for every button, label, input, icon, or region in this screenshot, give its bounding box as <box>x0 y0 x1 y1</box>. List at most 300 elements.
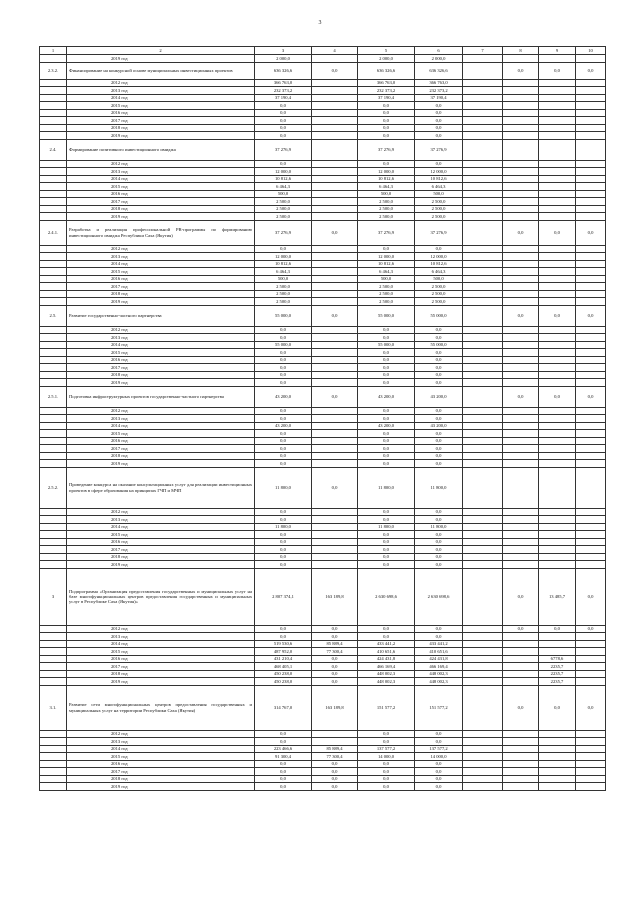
code-cell <box>40 553 67 561</box>
value-cell: 10 812,6 <box>255 175 312 183</box>
value-cell: 0,0 <box>415 334 463 342</box>
code-cell <box>40 175 67 183</box>
year-cell: 2012 год <box>67 625 255 633</box>
value-cell <box>503 437 539 445</box>
value-cell: 85 889,4 <box>312 745 358 753</box>
value-cell <box>312 268 358 276</box>
item-row <box>40 685 606 730</box>
value-cell: 468 405,1 <box>255 663 312 671</box>
value-cell <box>463 109 503 117</box>
year-cell: 2012 год <box>67 160 255 168</box>
name-cell: Проведение конкурса на оказание консультационных услуг для реализации инвестиционных проектов в сфере образования на принципах ГЧП и МЧП <box>67 467 255 508</box>
value-cell: 37 190,4 <box>255 94 312 102</box>
value-cell: 0,0 <box>358 531 415 539</box>
year-cell: 2016 год <box>67 275 255 283</box>
value-cell <box>576 678 606 686</box>
value-cell: 0,0 <box>255 460 312 468</box>
code-cell <box>40 356 67 364</box>
year-row <box>40 260 606 268</box>
value-cell <box>312 445 358 453</box>
value-cell <box>312 538 358 546</box>
value-cell <box>539 183 576 191</box>
value-cell <box>539 371 576 379</box>
value-cell: 6 464,3 <box>358 183 415 191</box>
value-cell <box>503 422 539 430</box>
value-cell <box>312 79 358 87</box>
value-cell: 0,0 <box>415 553 463 561</box>
value-cell: 0,0 <box>503 305 539 326</box>
value-cell <box>503 253 539 261</box>
code-cell <box>40 132 67 140</box>
year-cell: 2019 год <box>67 55 255 63</box>
value-cell: 2235,7 <box>539 678 576 686</box>
value-cell <box>576 168 606 176</box>
value-cell <box>576 298 606 306</box>
value-cell: 0,0 <box>503 625 539 633</box>
value-cell <box>312 253 358 261</box>
value-cell: 55 000,0 <box>358 305 415 326</box>
value-cell <box>503 775 539 783</box>
year-row <box>40 437 606 445</box>
value-cell: 0,0 <box>415 371 463 379</box>
header-cell: 9 <box>539 47 576 55</box>
value-cell <box>463 275 503 283</box>
header-row <box>40 47 606 55</box>
value-cell <box>539 94 576 102</box>
value-cell <box>463 102 503 110</box>
value-cell: 0,0 <box>358 430 415 438</box>
value-cell: 0,0 <box>415 760 463 768</box>
value-cell: 0,0 <box>255 356 312 364</box>
value-cell: 0,0 <box>312 625 358 633</box>
year-cell: 2018 год <box>67 553 255 561</box>
value-cell <box>539 213 576 221</box>
value-cell <box>312 452 358 460</box>
code-cell <box>40 245 67 253</box>
value-cell <box>312 356 358 364</box>
value-cell <box>539 452 576 460</box>
value-cell: 314 767,0 <box>255 685 312 730</box>
value-cell <box>463 730 503 738</box>
value-cell <box>463 364 503 372</box>
value-cell: 0,0 <box>503 568 539 625</box>
value-cell <box>576 94 606 102</box>
value-cell: 0,0 <box>415 546 463 554</box>
year-row <box>40 190 606 198</box>
value-cell: 0,0 <box>255 516 312 524</box>
value-cell: 2 500,0 <box>415 298 463 306</box>
value-cell: 500,0 <box>358 275 415 283</box>
value-cell <box>503 648 539 656</box>
value-cell: 466 169,4 <box>415 663 463 671</box>
value-cell: 0,0 <box>312 768 358 776</box>
value-cell: 91 300,4 <box>255 753 312 761</box>
value-cell: 2 500,0 <box>415 213 463 221</box>
value-cell: 0,0 <box>358 326 415 334</box>
year-cell: 2013 год <box>67 87 255 95</box>
value-cell <box>463 745 503 753</box>
value-cell: 2 500,0 <box>255 298 312 306</box>
header-cell: 5 <box>358 47 415 55</box>
value-cell: 0,0 <box>255 415 312 423</box>
value-cell <box>503 452 539 460</box>
value-cell <box>576 205 606 213</box>
value-cell: 0,0 <box>415 445 463 453</box>
year-row <box>40 730 606 738</box>
header-cell: 8 <box>503 47 539 55</box>
value-cell: 410 651,6 <box>358 648 415 656</box>
name-cell: Подпрограмма «Организация предоставления государственных и муниципальных услуг на базе многофункциональных центров предоставления государственных и муниципальных услуг в Республике Саха (Якутия)» <box>67 568 255 625</box>
value-cell <box>312 139 358 160</box>
value-cell: 0,0 <box>415 160 463 168</box>
value-cell: 366 763,0 <box>415 79 463 87</box>
value-cell <box>503 283 539 291</box>
value-cell <box>539 79 576 87</box>
value-cell: 366 763,0 <box>255 79 312 87</box>
year-row <box>40 334 606 342</box>
value-cell: 37 276,9 <box>415 139 463 160</box>
year-row <box>40 326 606 334</box>
item-row <box>40 305 606 326</box>
code-cell <box>40 663 67 671</box>
value-cell: 0,0 <box>576 62 606 79</box>
value-cell: 0,0 <box>415 132 463 140</box>
value-cell <box>503 430 539 438</box>
value-cell <box>503 183 539 191</box>
value-cell: 12 000,0 <box>255 168 312 176</box>
value-cell: 0,0 <box>255 768 312 776</box>
year-cell: 2014 год <box>67 260 255 268</box>
value-cell <box>463 298 503 306</box>
value-cell <box>463 655 503 663</box>
value-cell <box>539 738 576 746</box>
value-cell <box>503 364 539 372</box>
value-cell <box>463 553 503 561</box>
value-cell <box>312 553 358 561</box>
value-cell <box>576 648 606 656</box>
value-cell: 636 326,6 <box>255 62 312 79</box>
year-row <box>40 205 606 213</box>
value-cell <box>576 364 606 372</box>
value-cell: 2 630 698,6 <box>358 568 415 625</box>
year-cell: 2014 год <box>67 523 255 531</box>
year-cell: 2012 год <box>67 730 255 738</box>
value-cell <box>539 198 576 206</box>
value-cell: 10 812,6 <box>415 175 463 183</box>
value-cell: 37 190,4 <box>415 94 463 102</box>
value-cell <box>463 198 503 206</box>
value-cell <box>463 260 503 268</box>
year-row <box>40 349 606 357</box>
value-cell: 0,0 <box>255 561 312 569</box>
value-cell: 11 800,0 <box>415 467 463 508</box>
year-row <box>40 94 606 102</box>
value-cell: 0,0 <box>358 760 415 768</box>
value-cell: 77 300,4 <box>312 648 358 656</box>
value-cell: 2 000,0 <box>415 55 463 63</box>
value-cell <box>503 160 539 168</box>
value-cell: 0,0 <box>255 445 312 453</box>
value-cell <box>576 268 606 276</box>
value-cell: 2 500,0 <box>415 205 463 213</box>
year-cell: 2012 год <box>67 245 255 253</box>
value-cell: 0,0 <box>539 220 576 245</box>
value-cell <box>576 175 606 183</box>
code-cell <box>40 678 67 686</box>
year-row <box>40 678 606 686</box>
code-cell <box>40 523 67 531</box>
value-cell: 10 812,6 <box>358 175 415 183</box>
value-cell: 2235,7 <box>539 663 576 671</box>
value-cell <box>312 168 358 176</box>
value-cell <box>503 561 539 569</box>
year-cell: 2018 год <box>67 452 255 460</box>
value-cell: 37 276,9 <box>415 220 463 245</box>
value-cell <box>312 430 358 438</box>
year-row <box>40 55 606 63</box>
value-cell <box>576 467 606 508</box>
year-cell: 2015 год <box>67 430 255 438</box>
value-cell <box>503 175 539 183</box>
value-cell <box>312 508 358 516</box>
value-cell <box>503 738 539 746</box>
value-cell <box>312 516 358 524</box>
value-cell <box>503 117 539 125</box>
value-cell: 6778,6 <box>539 655 576 663</box>
value-cell: 0,0 <box>358 356 415 364</box>
code-cell <box>40 379 67 387</box>
value-cell <box>503 139 539 160</box>
value-cell <box>463 531 503 539</box>
value-cell: 55 000,0 <box>358 341 415 349</box>
value-cell <box>576 87 606 95</box>
value-cell: 43 200,0 <box>255 386 312 407</box>
value-cell <box>576 546 606 554</box>
value-cell: 0,0 <box>415 245 463 253</box>
value-cell <box>312 460 358 468</box>
value-cell: 0,0 <box>358 561 415 569</box>
value-cell: 163 189,8 <box>312 685 358 730</box>
value-cell: 37 276,9 <box>358 220 415 245</box>
value-cell <box>463 648 503 656</box>
value-cell: 433 441,2 <box>415 640 463 648</box>
value-cell <box>312 364 358 372</box>
value-cell: 0,0 <box>576 220 606 245</box>
year-cell: 2013 год <box>67 738 255 746</box>
value-cell <box>576 430 606 438</box>
value-cell: 0,0 <box>255 334 312 342</box>
value-cell: 0,0 <box>255 407 312 415</box>
value-cell <box>503 546 539 554</box>
value-cell <box>576 415 606 423</box>
value-cell <box>539 283 576 291</box>
value-cell <box>576 349 606 357</box>
value-cell: 0,0 <box>415 117 463 125</box>
code-cell <box>40 670 67 678</box>
value-cell <box>539 275 576 283</box>
value-cell: 163 189,8 <box>312 568 358 625</box>
code-cell <box>40 625 67 633</box>
code-cell <box>40 79 67 87</box>
value-cell <box>503 124 539 132</box>
value-cell: 0,0 <box>255 430 312 438</box>
value-cell: 43 200,0 <box>255 422 312 430</box>
code-cell: 2.3.2. <box>40 62 67 79</box>
value-cell: 2 807 374,1 <box>255 568 312 625</box>
value-cell: 0,0 <box>503 62 539 79</box>
value-cell: 0,0 <box>255 160 312 168</box>
value-cell <box>539 437 576 445</box>
year-row <box>40 546 606 554</box>
value-cell: 0,0 <box>255 117 312 125</box>
value-cell: 232 373,2 <box>415 87 463 95</box>
value-cell <box>539 109 576 117</box>
value-cell <box>503 198 539 206</box>
year-row <box>40 415 606 423</box>
year-row <box>40 538 606 546</box>
value-cell <box>576 422 606 430</box>
value-cell: 0,0 <box>358 775 415 783</box>
value-cell: 0,0 <box>255 379 312 387</box>
value-cell: 0,0 <box>312 783 358 791</box>
value-cell <box>576 371 606 379</box>
value-cell: 0,0 <box>358 516 415 524</box>
value-cell <box>312 175 358 183</box>
value-cell <box>576 523 606 531</box>
year-row <box>40 516 606 524</box>
value-cell: 0,0 <box>415 415 463 423</box>
value-cell <box>539 523 576 531</box>
header-cell: 10 <box>576 47 606 55</box>
value-cell: 10 812,6 <box>358 260 415 268</box>
value-cell: 12 000,0 <box>358 253 415 261</box>
year-cell: 2016 год <box>67 760 255 768</box>
year-row <box>40 132 606 140</box>
year-row <box>40 175 606 183</box>
code-cell <box>40 260 67 268</box>
code-cell <box>40 430 67 438</box>
value-cell: 2 000,0 <box>358 55 415 63</box>
year-cell: 2016 год <box>67 437 255 445</box>
header-cell: 1 <box>40 47 67 55</box>
code-cell <box>40 109 67 117</box>
value-cell <box>463 290 503 298</box>
year-cell: 2015 год <box>67 531 255 539</box>
name-cell: Формирование позитивного инвестиционного имиджа <box>67 139 255 160</box>
name-cell: Разработка и реализация профессиональной PR-программы по формированию инвестиционного имиджа Республики Саха (Якутия) <box>67 220 255 245</box>
value-cell: 0,0 <box>358 738 415 746</box>
value-cell: 0,0 <box>415 430 463 438</box>
value-cell: 14 000,0 <box>415 753 463 761</box>
value-cell <box>539 117 576 125</box>
header-cell: 3 <box>255 47 312 55</box>
value-cell: 37 276,9 <box>358 139 415 160</box>
value-cell: 12 000,0 <box>358 168 415 176</box>
value-cell: 0,0 <box>358 334 415 342</box>
value-cell <box>576 531 606 539</box>
value-cell <box>463 349 503 357</box>
value-cell: 12 000,0 <box>415 253 463 261</box>
value-cell <box>463 753 503 761</box>
value-cell <box>312 87 358 95</box>
value-cell <box>503 349 539 357</box>
value-cell: 0,0 <box>415 516 463 524</box>
value-cell: 0,0 <box>358 160 415 168</box>
year-cell: 2013 год <box>67 334 255 342</box>
value-cell <box>503 753 539 761</box>
value-cell: 0,0 <box>415 738 463 746</box>
value-cell <box>576 245 606 253</box>
value-cell: 448 002,3 <box>358 678 415 686</box>
value-cell <box>463 538 503 546</box>
value-cell <box>463 55 503 63</box>
year-row <box>40 160 606 168</box>
year-row <box>40 124 606 132</box>
code-cell <box>40 452 67 460</box>
value-cell: 0,0 <box>358 407 415 415</box>
value-cell: 2 500,0 <box>255 213 312 221</box>
year-row <box>40 379 606 387</box>
code-cell <box>40 268 67 276</box>
value-cell <box>539 132 576 140</box>
code-cell <box>40 745 67 753</box>
value-cell: 0,0 <box>358 379 415 387</box>
value-cell: 0,0 <box>358 452 415 460</box>
value-cell: 487 952,0 <box>255 648 312 656</box>
year-cell: 2014 год <box>67 94 255 102</box>
value-cell <box>503 531 539 539</box>
value-cell <box>576 452 606 460</box>
year-cell: 2014 год <box>67 745 255 753</box>
code-cell <box>40 738 67 746</box>
value-cell: 55 000,0 <box>415 341 463 349</box>
year-cell: 2018 год <box>67 670 255 678</box>
value-cell: 0,0 <box>415 407 463 415</box>
code-cell <box>40 730 67 738</box>
value-cell: 2 500,0 <box>358 298 415 306</box>
value-cell <box>539 102 576 110</box>
year-cell: 2013 год <box>67 415 255 423</box>
value-cell: 448 002,3 <box>358 670 415 678</box>
code-cell <box>40 190 67 198</box>
value-cell: 0,0 <box>312 655 358 663</box>
value-cell <box>463 516 503 524</box>
value-cell <box>503 553 539 561</box>
code-cell <box>40 437 67 445</box>
value-cell <box>503 205 539 213</box>
code-cell <box>40 640 67 648</box>
year-row <box>40 283 606 291</box>
value-cell: 0,0 <box>415 768 463 776</box>
page-number: 3 <box>318 20 322 26</box>
value-cell: 0,0 <box>255 245 312 253</box>
value-cell <box>503 334 539 342</box>
code-cell <box>40 415 67 423</box>
value-cell: 519 530,6 <box>255 640 312 648</box>
value-cell <box>503 298 539 306</box>
value-cell: 0,0 <box>503 220 539 245</box>
value-cell <box>463 640 503 648</box>
header-cell: 7 <box>463 47 503 55</box>
value-cell: 0,0 <box>415 561 463 569</box>
value-cell: 424 431,8 <box>415 655 463 663</box>
year-row <box>40 553 606 561</box>
year-row <box>40 117 606 125</box>
value-cell: 0,0 <box>255 508 312 516</box>
value-cell: 2 500,0 <box>358 290 415 298</box>
value-cell: 0,0 <box>255 452 312 460</box>
value-cell <box>463 430 503 438</box>
